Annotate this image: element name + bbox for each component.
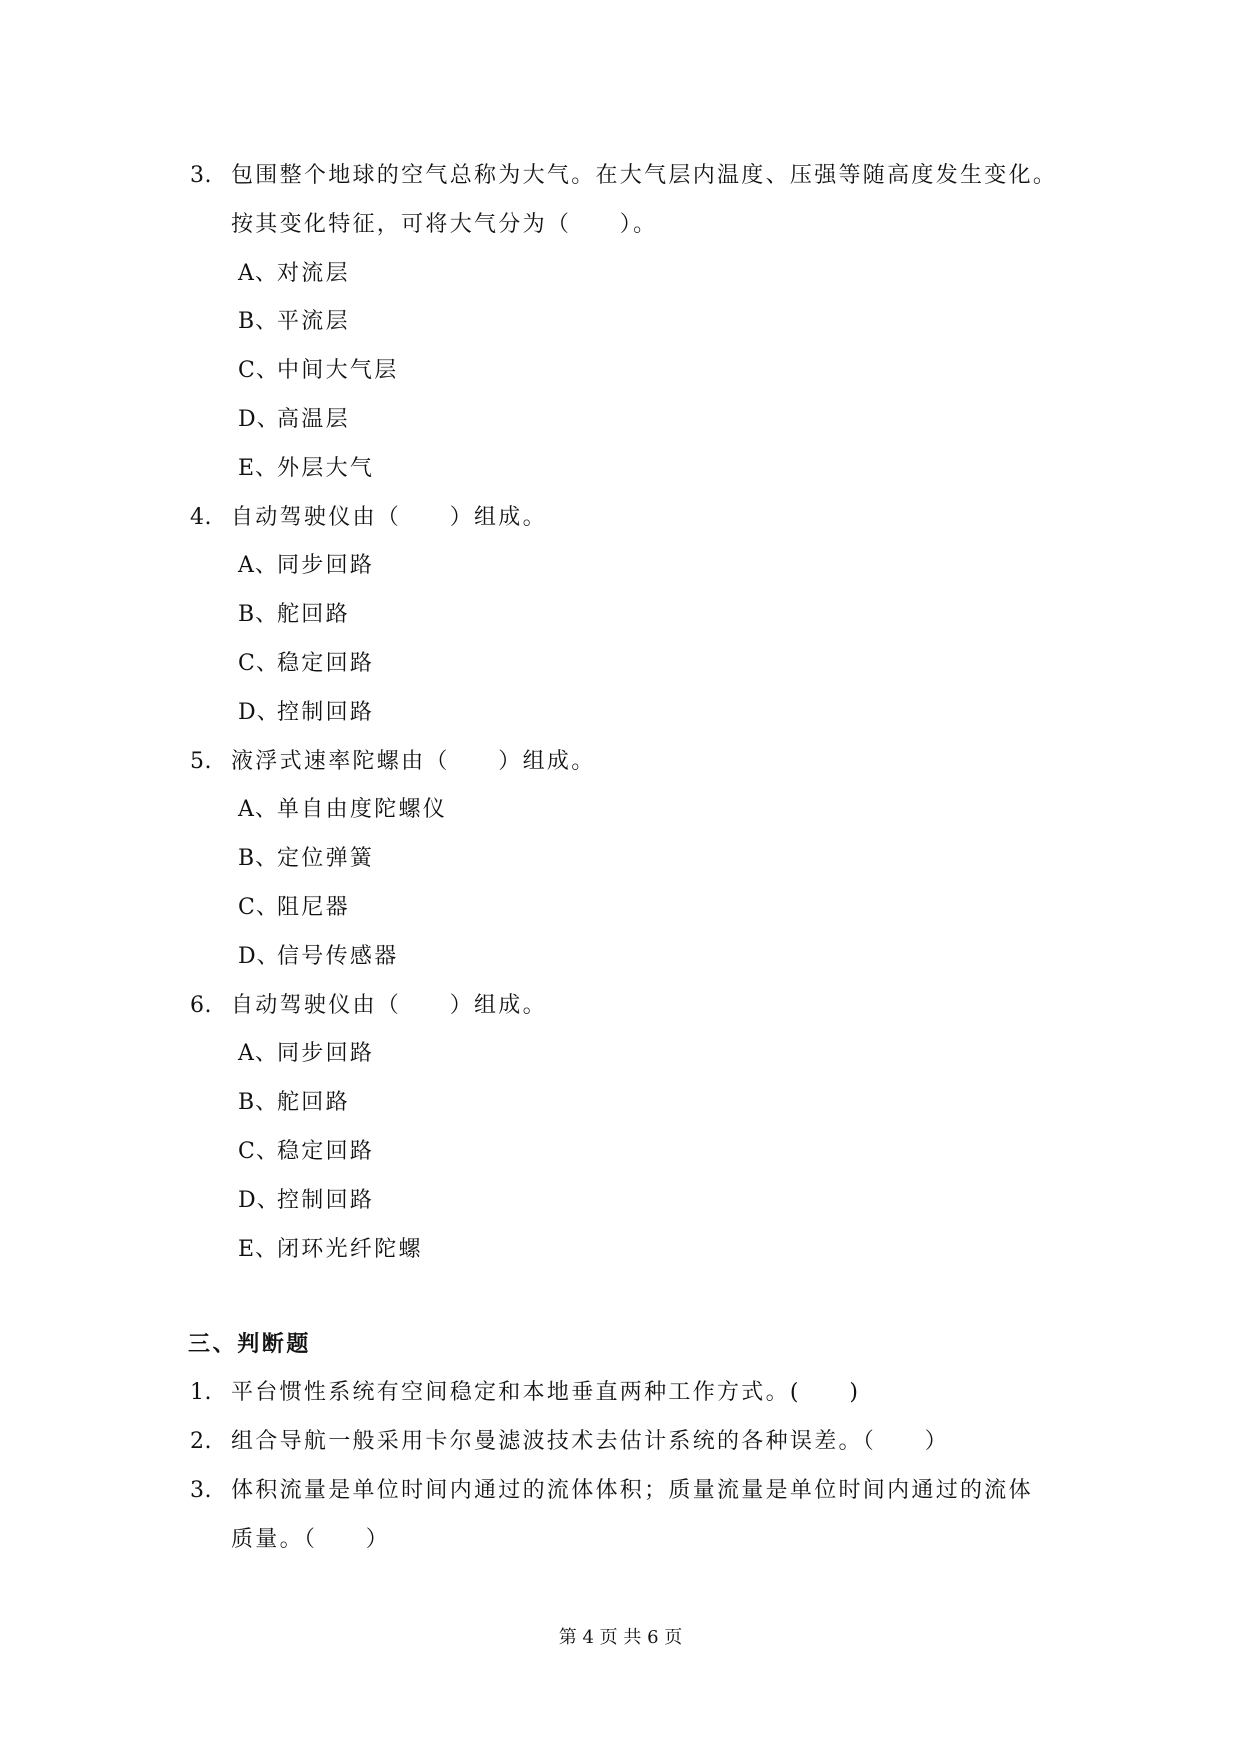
question-text: 按其变化特征，可将大气分为（ ）。 <box>231 211 658 237</box>
option-b <box>0 1079 1241 1128</box>
option-text: 控制回路 <box>277 699 375 725</box>
option-b <box>0 835 1241 884</box>
option-a <box>0 542 1241 591</box>
item-text: 体积流量是单位时间内通过的流体体积；质量流量是单位时间内通过的流体 <box>231 1477 1033 1503</box>
page-footer: 第 4 页 共 6 页 <box>558 1627 683 1648</box>
option-e <box>0 445 1241 494</box>
judgment-section <box>0 1320 1241 1564</box>
option-c <box>0 1128 1241 1177</box>
question-number: 4. <box>190 504 212 530</box>
option-label: A、 <box>238 797 278 823</box>
question-3 <box>0 152 1241 494</box>
option-d <box>0 933 1241 982</box>
item-number: 2. <box>190 1428 212 1454</box>
option-text: 高温层 <box>277 406 350 432</box>
option-label: B、 <box>238 1090 279 1116</box>
section-heading-line <box>0 1320 1241 1369</box>
option-label: E、 <box>238 1236 279 1262</box>
option-text: 同步回路 <box>277 1041 375 1067</box>
option-label: D、 <box>238 699 280 725</box>
option-text: 控制回路 <box>277 1187 375 1213</box>
question-text: 自动驾驶仪由（ ）组成。 <box>231 504 547 530</box>
question-number: 6. <box>190 992 212 1018</box>
option-text: 定位弹簧 <box>277 846 375 872</box>
judgment-item-3-continued <box>0 1516 1241 1565</box>
option-label: C、 <box>238 358 279 384</box>
question-line <box>0 494 1241 543</box>
question-line <box>0 738 1241 787</box>
judgment-item-2 <box>0 1418 1241 1467</box>
option-text: 中间大气层 <box>277 358 399 384</box>
option-label: C、 <box>238 894 279 920</box>
option-label: A、 <box>238 260 278 286</box>
option-label: A、 <box>238 553 278 579</box>
question-line <box>0 152 1241 201</box>
option-b <box>0 591 1241 640</box>
option-c <box>0 884 1241 933</box>
option-label: A、 <box>238 1041 278 1067</box>
option-a <box>0 1030 1241 1079</box>
question-6 <box>0 982 1241 1275</box>
option-label: D、 <box>238 943 280 969</box>
option-d <box>0 396 1241 445</box>
item-number: 3. <box>190 1477 212 1503</box>
option-text: 同步回路 <box>277 553 375 579</box>
option-text: 外层大气 <box>277 455 375 481</box>
option-text: 舵回路 <box>277 602 350 628</box>
question-text: 包围整个地球的空气总称为大气。在大气层内温度、压强等随高度发生变化。 <box>231 163 1058 188</box>
option-c <box>0 640 1241 689</box>
option-label: E、 <box>238 455 279 481</box>
option-label: C、 <box>238 1138 279 1164</box>
section-heading: 三、判断题 <box>188 1331 312 1358</box>
option-b <box>0 298 1241 347</box>
option-text: 阻尼器 <box>277 894 350 920</box>
question-line <box>0 201 1241 250</box>
option-text: 舵回路 <box>277 1090 350 1116</box>
judgment-item-1 <box>0 1369 1241 1418</box>
option-text: 对流层 <box>277 260 350 286</box>
option-text: 闭环光纤陀螺 <box>277 1236 423 1262</box>
option-label: D、 <box>238 406 280 432</box>
option-e <box>0 1226 1241 1275</box>
option-text: 稳定回路 <box>277 650 375 676</box>
item-text: 质量。（ ） <box>231 1526 391 1552</box>
option-label: C、 <box>238 650 279 676</box>
option-a <box>0 250 1241 299</box>
option-label: B、 <box>238 846 279 872</box>
item-text: 平台惯性系统有空间稳定和本地垂直两种工作方式。( ) <box>231 1380 861 1406</box>
item-number: 1. <box>190 1380 212 1406</box>
option-text: 稳定回路 <box>277 1138 375 1164</box>
option-label: B、 <box>238 602 279 628</box>
option-label: B、 <box>238 309 279 335</box>
question-number: 3. <box>190 163 212 188</box>
option-d <box>0 689 1241 738</box>
option-text: 平流层 <box>277 309 350 335</box>
question-text: 自动驾驶仪由（ ）组成。 <box>231 992 547 1018</box>
option-d <box>0 1177 1241 1226</box>
option-text: 单自由度陀螺仪 <box>277 797 448 823</box>
question-text: 液浮式速率陀螺由（ ）组成。 <box>231 748 596 774</box>
question-5 <box>0 738 1241 982</box>
item-text: 组合导航一般采用卡尔曼滤波技术去估计系统的各种误差。（ ） <box>231 1428 950 1454</box>
page-content <box>0 152 1241 1564</box>
option-text: 信号传感器 <box>277 943 399 969</box>
judgment-item-3 <box>0 1467 1241 1516</box>
question-4 <box>0 494 1241 738</box>
option-c <box>0 347 1241 396</box>
option-a <box>0 786 1241 835</box>
option-label: D、 <box>238 1187 280 1213</box>
question-number: 5. <box>190 748 212 774</box>
question-line <box>0 982 1241 1031</box>
